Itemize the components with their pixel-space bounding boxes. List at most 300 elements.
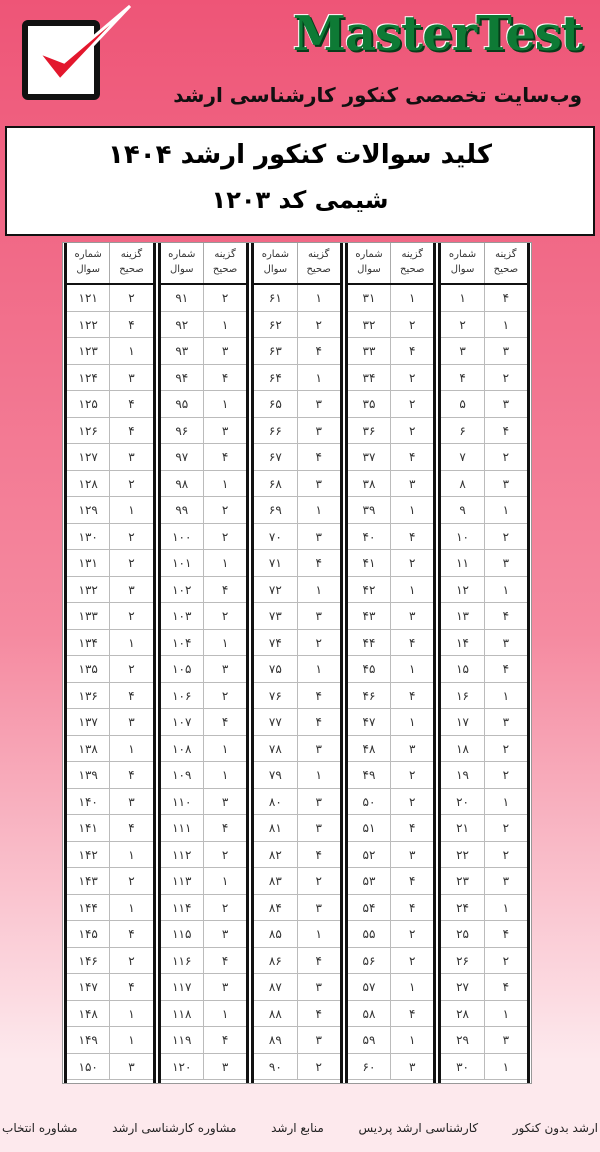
table-row <box>254 815 340 842</box>
table-row <box>161 630 247 657</box>
table-row <box>348 524 434 551</box>
answer-cell: ۱ <box>315 291 322 305</box>
question-number-cell: ۲ <box>441 312 484 338</box>
answer-cell: ۲ <box>221 609 229 623</box>
question-number-cell: ۴۹ <box>348 762 391 788</box>
table-row <box>441 656 527 683</box>
question-number-cell: ۴۵ <box>348 656 391 682</box>
question-number-cell: ۵۱ <box>348 815 391 841</box>
question-number-cell: ۸۹ <box>254 1027 297 1053</box>
answer-cell: ۱ <box>409 1033 416 1047</box>
table-row <box>254 365 340 392</box>
table-row <box>348 895 434 922</box>
table-row <box>254 577 340 604</box>
table-row <box>348 391 434 418</box>
question-number-cell: ۱۴۸ <box>67 1001 110 1027</box>
table-row <box>441 471 527 498</box>
answer-cell: ۴ <box>315 556 322 570</box>
table-row <box>254 762 340 789</box>
answer-cell: ۳ <box>502 715 510 729</box>
table-row <box>67 577 153 604</box>
answer-cell: ۴ <box>409 635 416 650</box>
question-number-cell: ۵۴ <box>348 895 391 921</box>
table-row <box>67 921 153 948</box>
answer-cell: ۲ <box>502 821 510 835</box>
table-row <box>441 550 527 577</box>
question-number-cell: ۱۱ <box>441 550 484 576</box>
table-row <box>161 524 247 551</box>
question-number-cell: ۹۱ <box>161 285 204 311</box>
question-number-cell: ۱۲۱ <box>67 285 110 311</box>
question-number-cell: ۲۲ <box>441 842 484 868</box>
table-row <box>441 762 527 789</box>
header-correct-option: گزینه صحیح <box>119 249 144 275</box>
brand-logo-text[interactable]: MasterTest <box>292 6 582 62</box>
answer-cell: ۱ <box>409 582 416 597</box>
question-number-cell: ۱۰ <box>441 524 484 550</box>
question-number-cell: ۹۷ <box>161 444 204 470</box>
answer-cell: ۱ <box>128 344 135 358</box>
table-row <box>67 550 153 577</box>
question-number-cell: ۱۴۲ <box>67 842 110 868</box>
answer-cell: ۴ <box>409 450 416 464</box>
table-row <box>254 603 340 630</box>
table-row <box>348 709 434 736</box>
table-row <box>254 656 340 683</box>
answer-group <box>158 243 250 1083</box>
answer-group <box>438 243 530 1083</box>
table-row <box>161 312 247 339</box>
table-row <box>67 391 153 418</box>
table-row <box>441 630 527 657</box>
answer-cell: ۱ <box>409 291 416 305</box>
answer-cell: ۱ <box>409 503 416 517</box>
answer-cell: ۱ <box>315 503 322 517</box>
answer-cell: ۳ <box>128 582 135 597</box>
table-row <box>161 842 247 869</box>
answer-cell: ۱ <box>128 503 135 517</box>
table-row <box>441 603 527 630</box>
answer-cell: ۲ <box>221 503 229 517</box>
question-number-cell: ۴۰ <box>348 524 391 550</box>
table-row <box>67 285 153 312</box>
table-row <box>348 444 434 471</box>
answer-cell: ۲ <box>502 529 510 544</box>
answer-cell: ۱ <box>409 662 416 676</box>
question-number-cell: ۲۴ <box>441 895 484 921</box>
footer-link-counseling[interactable]: مشاوره کارشناسی ارشد <box>112 1121 237 1135</box>
question-number-cell: ۴۷ <box>348 709 391 735</box>
question-number-cell: ۱۵۰ <box>67 1054 110 1080</box>
question-number-cell: ۵ <box>441 391 484 417</box>
question-number-cell: ۱۲۰ <box>161 1054 204 1080</box>
answer-cell: ۱ <box>502 582 510 597</box>
question-number-cell: ۵۶ <box>348 948 391 974</box>
question-number-cell: ۵۲ <box>348 842 391 868</box>
table-row <box>67 471 153 498</box>
page-title: کلید سوالات کنکور ارشد ۱۴۰۴ <box>108 140 492 170</box>
header-correct-option: گزینه صحیح <box>400 249 425 275</box>
table-row <box>441 391 527 418</box>
question-number-cell: ۳۱ <box>348 285 391 311</box>
question-number-cell: ۱۴۰ <box>67 789 110 815</box>
table-row <box>161 815 247 842</box>
answer-cell: ۲ <box>502 847 510 862</box>
header-question-number: شماره سوال <box>254 243 297 283</box>
answer-cell: ۲ <box>502 741 510 756</box>
question-number-cell: ۱۰۰ <box>161 524 204 550</box>
answer-cell: ۱ <box>315 370 322 385</box>
answer-cell: ۱ <box>221 397 229 411</box>
question-number-cell: ۶۷ <box>254 444 297 470</box>
table-row <box>161 762 247 789</box>
answer-key-table <box>62 242 532 1084</box>
table-row <box>348 365 434 392</box>
answer-cell: ۲ <box>502 370 510 385</box>
answer-cell: ۲ <box>409 397 416 411</box>
answer-cell: ۲ <box>128 476 135 491</box>
table-row <box>441 1054 527 1081</box>
table-row <box>348 868 434 895</box>
table-row <box>348 974 434 1001</box>
table-row <box>441 842 527 869</box>
table-row <box>67 338 153 365</box>
site-tagline: وب‌سایت تخصصی کنکور کارشناسی ارشد <box>173 83 582 107</box>
answer-cell: ۲ <box>409 556 416 570</box>
table-row <box>161 391 247 418</box>
answer-cell: ۴ <box>409 688 416 703</box>
answer-cell: ۴ <box>128 980 135 994</box>
table-row <box>161 444 247 471</box>
table-row <box>441 497 527 524</box>
table-row <box>67 974 153 1001</box>
table-row <box>254 524 340 551</box>
answer-cell: ۱ <box>221 556 229 570</box>
question-number-cell: ۱۴۵ <box>67 921 110 947</box>
table-row <box>161 577 247 604</box>
question-number-cell: ۶۶ <box>254 418 297 444</box>
table-row <box>441 974 527 1001</box>
question-number-cell: ۵۰ <box>348 789 391 815</box>
table-row <box>348 338 434 365</box>
question-number-cell: ۲۸ <box>441 1001 484 1027</box>
header-correct-option: گزینه صحیح <box>306 249 331 275</box>
answer-cell: ۱ <box>128 847 135 862</box>
table-row <box>161 550 247 577</box>
answer-cell: ۱ <box>128 900 135 915</box>
question-number-cell: ۸۳ <box>254 868 297 894</box>
question-number-cell: ۱۲۷ <box>67 444 110 470</box>
answer-cell: ۴ <box>128 927 135 941</box>
table-row <box>348 630 434 657</box>
table-row <box>161 656 247 683</box>
table-row <box>161 974 247 1001</box>
answer-cell: ۲ <box>502 953 510 968</box>
answer-cell: ۴ <box>409 529 416 544</box>
answer-cell: ۳ <box>128 1059 135 1074</box>
group-header <box>161 243 247 285</box>
table-row <box>254 497 340 524</box>
table-row <box>161 1027 247 1054</box>
table-row <box>67 895 153 922</box>
question-number-cell: ۷۲ <box>254 577 297 603</box>
table-row <box>67 815 153 842</box>
answer-cell: ۴ <box>502 980 510 994</box>
question-number-cell: ۳۴ <box>348 365 391 391</box>
answer-cell: ۲ <box>409 317 416 332</box>
question-number-cell: ۳۵ <box>348 391 391 417</box>
question-number-cell: ۷۳ <box>254 603 297 629</box>
question-number-cell: ۶۱ <box>254 285 297 311</box>
answer-cell: ۱ <box>128 1033 135 1047</box>
table-row <box>161 497 247 524</box>
footer-link-pardis[interactable]: کارشناسی ارشد پردیس <box>358 1121 479 1135</box>
question-number-cell: ۱۲۳ <box>67 338 110 364</box>
question-number-cell: ۸۰ <box>254 789 297 815</box>
answer-cell: ۲ <box>128 953 135 968</box>
question-number-cell: ۱۲ <box>441 577 484 603</box>
table-row <box>441 577 527 604</box>
answer-cell: ۴ <box>502 662 510 676</box>
group-header <box>441 243 527 285</box>
question-number-cell: ۱۳۸ <box>67 736 110 762</box>
table-row <box>441 444 527 471</box>
table-row <box>254 948 340 975</box>
answer-cell: ۳ <box>128 715 135 729</box>
table-row <box>441 868 527 895</box>
answer-cell: ۳ <box>502 1033 510 1047</box>
answer-cell: ۳ <box>315 397 322 411</box>
answer-cell: ۱ <box>502 503 510 517</box>
question-number-cell: ۱۱۶ <box>161 948 204 974</box>
question-number-cell: ۳۶ <box>348 418 391 444</box>
answer-cell: ۴ <box>128 688 135 703</box>
table-row <box>348 736 434 763</box>
question-number-cell: ۱۷ <box>441 709 484 735</box>
question-number-cell: ۱۸ <box>441 736 484 762</box>
question-number-cell: ۱۳۵ <box>67 656 110 682</box>
question-number-cell: ۸۴ <box>254 895 297 921</box>
question-number-cell: ۶۴ <box>254 365 297 391</box>
answer-cell: ۱ <box>315 768 322 782</box>
table-row <box>254 285 340 312</box>
header-question-number: شماره سوال <box>161 243 204 283</box>
question-number-cell: ۱۰۴ <box>161 630 204 656</box>
answer-cell: ۴ <box>409 874 416 888</box>
table-row <box>254 974 340 1001</box>
group-header <box>348 243 434 285</box>
question-number-cell: ۹۹ <box>161 497 204 523</box>
question-number-cell: ۱۱۹ <box>161 1027 204 1053</box>
question-number-cell: ۱۴۱ <box>67 815 110 841</box>
answer-cell: ۳ <box>502 476 510 491</box>
question-number-cell: ۷۶ <box>254 683 297 709</box>
logo-checkmark-icon <box>30 2 140 102</box>
answer-cell: ۲ <box>409 370 416 385</box>
table-row <box>348 1027 434 1054</box>
answer-cell: ۴ <box>315 688 322 703</box>
footer-link-resources[interactable]: منابع ارشد <box>271 1121 324 1135</box>
answer-cell: ۱ <box>128 635 135 650</box>
question-number-cell: ۸۶ <box>254 948 297 974</box>
question-number-cell: ۹۵ <box>161 391 204 417</box>
answer-cell: ۱ <box>502 317 510 332</box>
group-header <box>254 243 340 285</box>
question-number-cell: ۱۴ <box>441 630 484 656</box>
answer-cell: ۲ <box>315 635 322 650</box>
question-number-cell: ۱۱۰ <box>161 789 204 815</box>
table-row <box>161 471 247 498</box>
answer-cell: ۲ <box>409 768 416 782</box>
table-row <box>67 736 153 763</box>
table-row <box>348 577 434 604</box>
question-number-cell: ۱۳۱ <box>67 550 110 576</box>
table-row <box>441 365 527 392</box>
table-row <box>254 921 340 948</box>
answer-cell: ۱ <box>128 741 135 756</box>
table-row <box>441 1001 527 1028</box>
footer-link-no-exam[interactable]: ارشد بدون کنکور <box>512 1121 598 1135</box>
question-number-cell: ۱۳۹ <box>67 762 110 788</box>
table-row <box>67 868 153 895</box>
table-row <box>441 524 527 551</box>
table-row <box>67 656 153 683</box>
answer-cell: ۳ <box>315 423 322 438</box>
answer-cell: ۱ <box>502 900 510 915</box>
question-number-cell: ۱۰۷ <box>161 709 204 735</box>
question-number-cell: ۱۴۶ <box>67 948 110 974</box>
answer-cell: ۳ <box>315 1033 322 1047</box>
answer-cell: ۳ <box>409 847 416 862</box>
question-number-cell: ۳۳ <box>348 338 391 364</box>
answer-cell: ۴ <box>315 450 322 464</box>
question-number-cell: ۶۲ <box>254 312 297 338</box>
question-number-cell: ۸ <box>441 471 484 497</box>
answer-cell: ۳ <box>502 344 510 358</box>
answer-cell: ۳ <box>221 1059 229 1074</box>
table-row <box>441 683 527 710</box>
answer-cell: ۴ <box>221 715 229 729</box>
table-row <box>67 630 153 657</box>
question-number-cell: ۱۰۸ <box>161 736 204 762</box>
question-number-cell: ۳۲ <box>348 312 391 338</box>
question-number-cell: ۴۳ <box>348 603 391 629</box>
question-number-cell: ۱۶ <box>441 683 484 709</box>
question-number-cell: ۱۲۶ <box>67 418 110 444</box>
table-row <box>441 948 527 975</box>
answer-cell: ۳ <box>221 927 229 941</box>
table-row <box>254 1027 340 1054</box>
table-row <box>348 471 434 498</box>
title-box <box>5 126 595 236</box>
answer-cell: ۴ <box>315 953 322 968</box>
answer-cell: ۲ <box>502 768 510 782</box>
table-row <box>441 418 527 445</box>
table-row <box>441 312 527 339</box>
answer-cell: ۲ <box>409 927 416 941</box>
answer-cell: ۴ <box>502 423 510 438</box>
question-number-cell: ۲۱ <box>441 815 484 841</box>
table-row <box>161 868 247 895</box>
table-row <box>254 789 340 816</box>
answer-cell: ۳ <box>315 476 322 491</box>
table-row <box>254 312 340 339</box>
answer-cell: ۳ <box>221 344 229 358</box>
question-number-cell: ۶۳ <box>254 338 297 364</box>
question-number-cell: ۱۰۶ <box>161 683 204 709</box>
table-row <box>161 285 247 312</box>
table-row <box>161 948 247 975</box>
answer-cell: ۴ <box>221 953 229 968</box>
question-number-cell: ۲۷ <box>441 974 484 1000</box>
question-number-cell: ۴۶ <box>348 683 391 709</box>
table-row <box>67 603 153 630</box>
answer-cell: ۲ <box>128 556 135 570</box>
table-row <box>348 312 434 339</box>
table-row <box>161 709 247 736</box>
table-row <box>348 1054 434 1081</box>
table-row <box>254 1054 340 1081</box>
table-row <box>348 497 434 524</box>
answer-cell: ۴ <box>409 900 416 915</box>
table-row <box>161 736 247 763</box>
answer-cell: ۴ <box>128 317 135 332</box>
answer-cell: ۲ <box>409 794 416 809</box>
table-row <box>441 895 527 922</box>
answer-cell: ۳ <box>315 980 322 994</box>
answer-cell: ۱ <box>315 927 322 941</box>
answer-cell: ۳ <box>221 794 229 809</box>
question-number-cell: ۱۰۵ <box>161 656 204 682</box>
question-number-cell: ۱۰۹ <box>161 762 204 788</box>
question-number-cell: ۸۵ <box>254 921 297 947</box>
question-number-cell: ۱۱۳ <box>161 868 204 894</box>
table-row <box>254 550 340 577</box>
question-number-cell: ۱۵ <box>441 656 484 682</box>
answer-cell: ۱ <box>502 688 510 703</box>
answer-cell: ۴ <box>221 1033 229 1047</box>
table-row <box>67 1027 153 1054</box>
table-row <box>161 1001 247 1028</box>
question-number-cell: ۷۴ <box>254 630 297 656</box>
question-number-cell: ۱۲۹ <box>67 497 110 523</box>
question-number-cell: ۹۰ <box>254 1054 297 1080</box>
table-row <box>67 709 153 736</box>
answer-group <box>251 243 343 1083</box>
table-row <box>254 1001 340 1028</box>
answer-cell: ۴ <box>315 344 322 358</box>
table-row <box>161 895 247 922</box>
question-number-cell: ۲۳ <box>441 868 484 894</box>
table-row <box>348 683 434 710</box>
answer-cell: ۴ <box>315 847 322 862</box>
answer-cell: ۴ <box>221 582 229 597</box>
table-row <box>67 312 153 339</box>
question-number-cell: ۸۸ <box>254 1001 297 1027</box>
footer-link-selection[interactable]: مشاوره انتخاب <box>2 1121 78 1135</box>
question-number-cell: ۱۳۰ <box>67 524 110 550</box>
table-row <box>67 842 153 869</box>
table-row <box>348 815 434 842</box>
question-number-cell: ۲۹ <box>441 1027 484 1053</box>
answer-cell: ۱ <box>221 874 229 888</box>
table-row <box>441 921 527 948</box>
table-row <box>348 948 434 975</box>
question-number-cell: ۱ <box>441 285 484 311</box>
question-number-cell: ۱۳۶ <box>67 683 110 709</box>
question-number-cell: ۱۰۱ <box>161 550 204 576</box>
question-number-cell: ۱۱۲ <box>161 842 204 868</box>
